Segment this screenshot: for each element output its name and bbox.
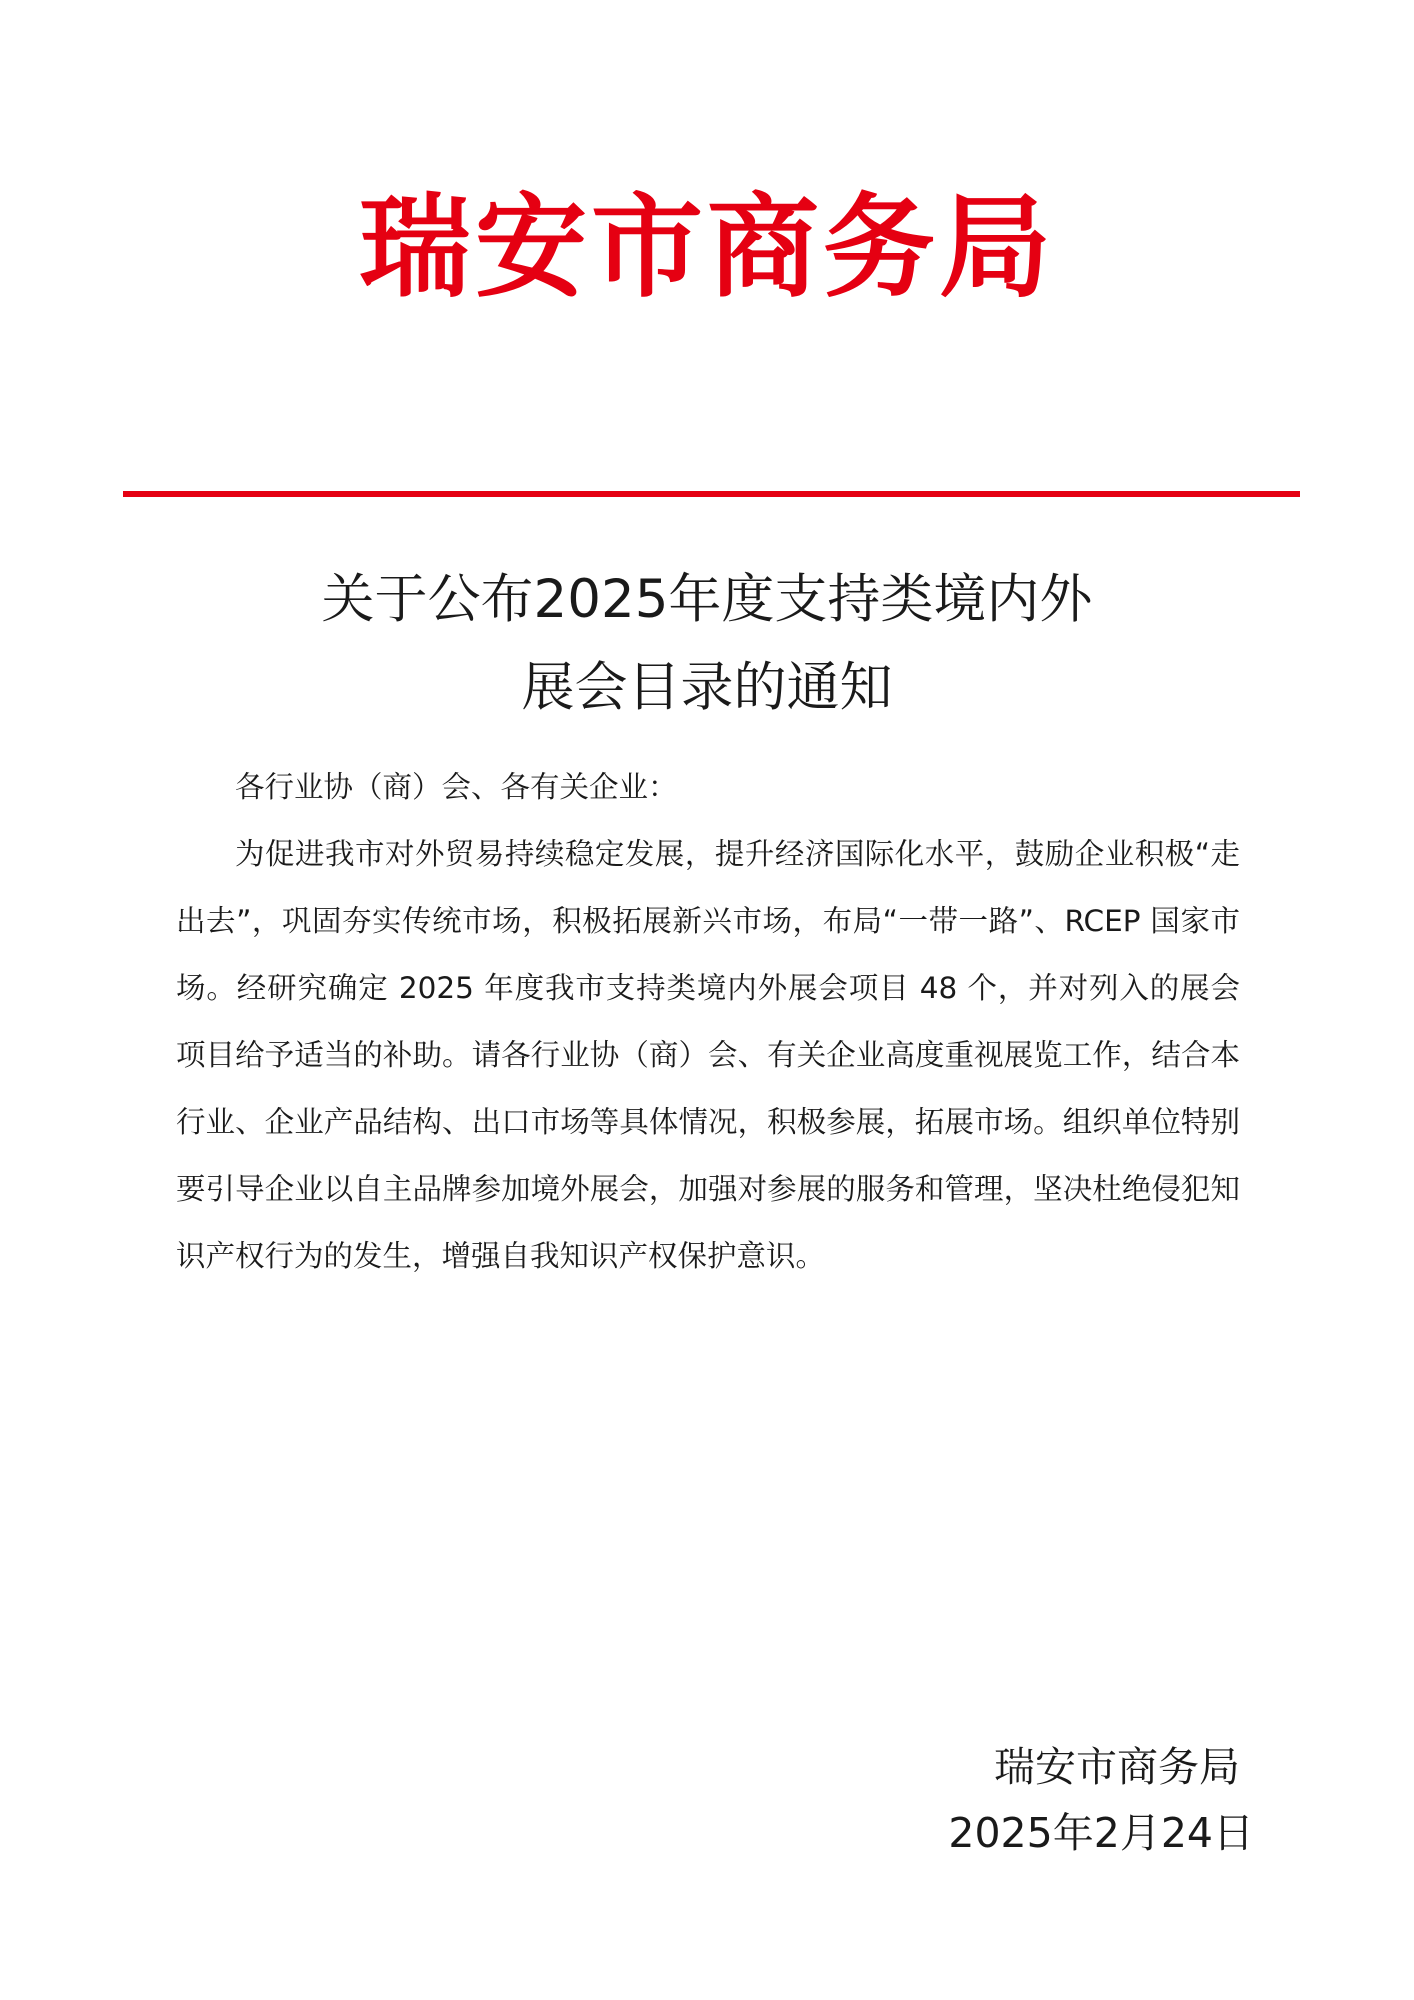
signature-date: 2025年2月24日 — [948, 1809, 1254, 1857]
salutation: 各行业协（商）会、各有关企业： — [235, 770, 678, 804]
document-body — [176, 754, 1240, 1290]
signature-organization: 瑞安市商务局 — [994, 1743, 1240, 1791]
red-divider-line — [123, 491, 1300, 497]
document-title — [0, 556, 1414, 732]
signature-block — [948, 1734, 1254, 1866]
body-paragraph: 为促进我市对外贸易持续稳定发展，提升经济国际化水平，鼓励企业积极“走出去”，巩固夯实传统市场，积极拓展新兴市场，布局“一带一路”、RCEP 国家市场。经研究确定 2025 年度我市支持类境内外展会项目 48 个，并对列入的展会项目给予适当的补助。请各行业协（商）会、有关企业高度重视展览工作，结合本行业、企业产品结构、出口市场等具体情况，积极参展，拓展市场。组织单位特别要引导企业以自主品牌参加境外展会，加强对参展的服务和管理，坚决杜绝侵犯知识产权行为的发生，增强自我知识产权保护意识。 — [176, 837, 1240, 1273]
document-title-line-2: 展会目录的通知 — [521, 657, 893, 718]
letterhead-title: 瑞安市商务局 — [359, 183, 1055, 313]
document-title-line-1: 关于公布2025年度支持类境内外 — [321, 569, 1093, 630]
